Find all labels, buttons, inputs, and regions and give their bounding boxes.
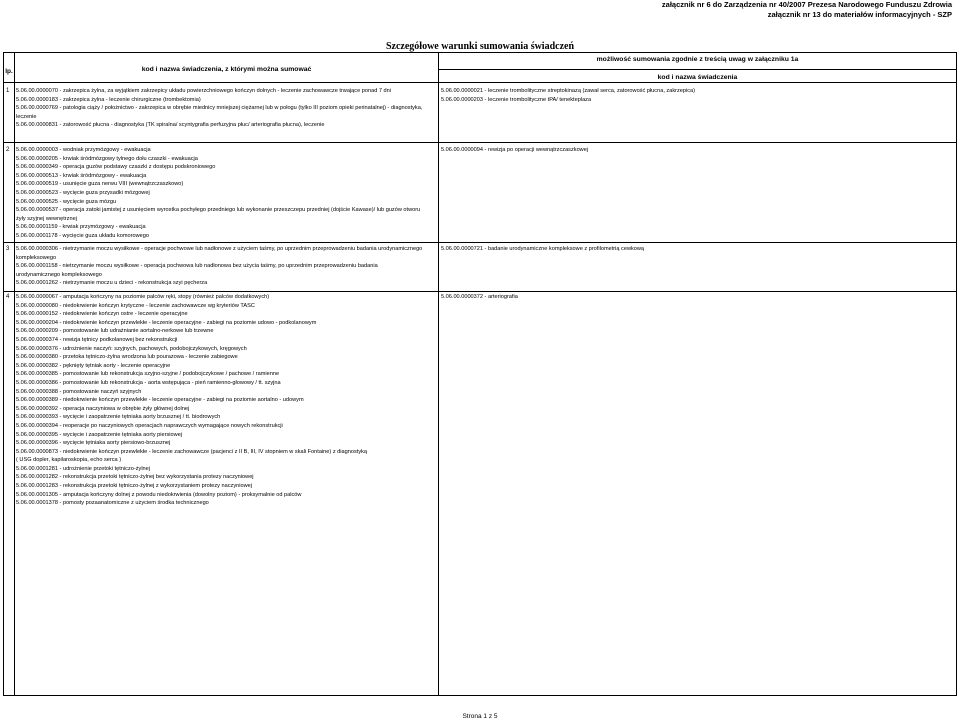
left-line: 5.06.00.0001178 - wycięcie guza układu komorowego xyxy=(16,232,149,239)
left-line: 5.06.00.0000513 - krwiak śródmózgowy - ewakuacja xyxy=(16,172,147,179)
left-line: 5.06.00.0000080 - niedokrwienie kończyn krytyczne - leczenie zachowawcze wg kryteriów TASC xyxy=(16,302,255,309)
row-right-cell xyxy=(441,87,956,104)
left-line: 5.06.00.0001159 - krwiak przymózgowy - ewakuacja xyxy=(16,224,146,231)
left-line: 5.06.00.0001262 - nietrzymanie moczu u dzieci - rekonstrukcja szyi pęcherza xyxy=(16,280,208,287)
left-line: 5.06.00.0000003 - wodniak przymózgowy - ewakuacja xyxy=(16,147,151,153)
left-line: 5.06.00.0000537 - operacja zatoki jamistej z usunięciem wyrostka pochyłego przedniego lub wykonanie przeszczepu przedniej (dojście Kawase)/ lub guzów otworu xyxy=(16,207,421,214)
left-line: 5.06.00.0000070 - zakrzepica żylna, za wyjątkiem zakrzepicy układu powierzchniowego kończyn dolnych - leczenie zachowawcze trwające ponad 7 dni xyxy=(16,88,391,94)
left-line: 5.06.00.0000209 - pomostowanie lub udrażnianie aortalno-nerkowe lub trzewne xyxy=(16,328,214,335)
summation-table xyxy=(3,52,957,696)
left-line: 5.06.00.0000386 - pomostowanie lub rekonstrukcja - aorta wstępująca - pień ramienno-głowowy / tt. szyjna xyxy=(16,379,281,386)
row-divider xyxy=(4,291,956,292)
row-divider xyxy=(4,242,956,243)
left-line: 5.06.00.0000067 - amputacja kończyny na poziomie palców ręki, stopy (również palców dodatkowych) xyxy=(16,294,270,300)
left-line: 5.06.00.0000525 - wycięcie guza mózgu xyxy=(16,198,117,205)
left-line: 5.06.00.0000393 - wycięcie i zaopatrzenie tętniaka aorty brzusznej / tt. biodrowych xyxy=(16,414,221,421)
left-line: 5.06.00.0000523 - wycięcie guza przysadki mózgowej xyxy=(16,189,150,196)
row-number: 3 xyxy=(6,246,10,252)
left-line: urodynamicznego kompleksowego xyxy=(16,271,102,278)
row-right-cell xyxy=(441,245,956,254)
left-line: 5.06.00.0000519 - usunięcie guza nerwu VIII (wewnątrzczaszkowo) xyxy=(16,181,184,188)
left-line: 5.06.00.0001158 - nietrzymanie moczu wysiłkowe - operacja pochwowa lub nadłonowa bez użycia taśmy, po uprzednim przeprowadzeniu badania xyxy=(16,263,378,270)
left-line: 5.06.00.0000380 - przetoka tętniczo-żylna wrodzona lub pourazowa - leczenie zabiegowe xyxy=(16,354,238,361)
row-number: 1 xyxy=(6,88,10,94)
left-line: ( USG dopler, kapilaroskopia, echo serca ) xyxy=(16,457,122,464)
header-bottom-line xyxy=(4,82,956,83)
row-left-cell xyxy=(16,245,456,288)
header-lp: lp. xyxy=(5,68,13,75)
row-right-cell xyxy=(441,293,956,302)
left-line: 5.06.00.0000769 - patologia ciąży / położnictwo - zakrzepica w obrębie miednicy mniejszej ciężarnej lub w połogu (tylko III poziom opieki perinatalnej) - diagnostyka, xyxy=(16,105,423,112)
left-line: 5.06.00.0001281 - udrożnienie przetoki tętniczo-żylnej xyxy=(16,465,151,472)
row-divider xyxy=(4,142,956,143)
left-line: 5.06.00.0001378 - pomosty pozaanatomiczne z użyciem środka technicznego xyxy=(16,500,209,507)
left-line: 5.06.00.0000374 - rewizja tętnicy podkolanowej bez rekonstrukcji xyxy=(16,336,178,343)
row-left-cell xyxy=(16,87,456,130)
left-line: 5.06.00.0001305 - amputacja kończyny dolnej z powodu niedokrwienia (dowolny poziom) - proksymalnie od palców xyxy=(16,491,302,498)
left-line: leczenie xyxy=(16,113,37,120)
left-line: 5.06.00.0000205 - krwiak śródmózgowy tylnego dołu czaszki - ewakuacja xyxy=(16,155,198,162)
document-title: Szczegółowe warunki sumowania świadczeń xyxy=(385,41,575,52)
left-line: 5.06.00.0000392 - operacja naczyniowa w obrębie żyły głównej dolnej xyxy=(16,405,190,412)
left-line: 5.06.00.0000183 - zakrzepica żylna - leczenie chirurgiczne (trombektomia) xyxy=(16,96,201,103)
left-line: 5.06.00.0000396 - wycięcie tętniaka aorty piersiowo-brzusznej xyxy=(16,440,171,447)
left-line: 5.06.00.0000382 - pęknięty tętniak aorty - leczenie operacyjne xyxy=(16,362,171,369)
right-line: 5.06.00.0000372 - arteriografia xyxy=(441,294,518,300)
left-line: 5.06.00.0000152 - niedokrwienie kończyn ostre - leczenie operacyjne xyxy=(16,311,188,318)
right-line: 5.06.00.0000094 - rewizja po operacji wewnątrzczaszkowej xyxy=(441,147,589,153)
left-line: 5.06.00.0000389 - niedokrwienie kończyn przewlekłe - leczenie operacyjne - zabiegi na poziomie aortalno - udowym xyxy=(16,397,304,404)
row-left-cell xyxy=(16,293,456,508)
header-kod-nazwa: kod i nazwa świadczenia xyxy=(657,74,738,81)
header-line-2: załącznik nr 13 do materiałów informacyjnych - SZP xyxy=(767,10,952,19)
left-line: 5.06.00.0001282 - rekonstrukcja przetoki tętniczo-żylnej bez wykorzystania protezy naczyniowej xyxy=(16,474,254,481)
right-line: 5.06.00.0000203 - leczenie trombolityczne tPA/ tenekteplaza xyxy=(441,96,592,103)
left-line: 5.06.00.0001283 - rekonstrukcja przetoki tętniczo-żylnej z wykorzystaniem protezy naczyniowej xyxy=(16,483,252,490)
left-line: 5.06.00.0000388 - pomostowanie naczyń szyjnych xyxy=(16,388,142,395)
column-divider-lp xyxy=(14,53,15,695)
row-left-cell xyxy=(16,146,456,241)
right-line: 5.06.00.0000721 - badanie urodynamiczne kompleksowe z profilometrią cewkową xyxy=(441,246,645,252)
row-number: 2 xyxy=(6,147,10,153)
left-line: 5.06.00.0000831 - zatorowość płucna - diagnostyka (TK spiralna/ scyntygrafia perfuzyjna płuc/ arteriografia płucna), leczenie xyxy=(16,122,325,129)
right-line: 5.06.00.0000021 - leczenie trombolityczne streptokinazą (zawał serca, zatorowość płucna, zakrzepica) xyxy=(441,88,696,94)
left-line: 5.06.00.0000873 - niedokrwienie kończyn przewlekłe - leczenie zachowawcze (pacjenci z II B, III, IV stopniem w skali Fontaine) z diagnostyką xyxy=(16,448,368,455)
left-line: 5.06.00.0000306 - nietrzymanie moczu wysiłkowe - operacje pochwowe lub nadłonowe z użyciem taśmy, po uprzednim przeprowadzeniu badania urodynamicznego xyxy=(16,246,423,252)
left-line: 5.06.00.0000394 - reoperacje po naczyniowych operacjach naprawczych wymagające nowych rekonstrukcji xyxy=(16,422,283,429)
header-mozliwosc: możliwość sumowania zgodnie z treścią uwag w załączniku 1a xyxy=(596,56,799,63)
left-line: żyły szyjnej wewnętrznej xyxy=(16,215,77,222)
row-number: 4 xyxy=(6,294,10,300)
header-line-1: załącznik nr 6 do Zarządzenia nr 40/2007 Prezesa Narodowego Funduszu Zdrowia xyxy=(661,0,952,9)
header-split-line xyxy=(439,69,956,70)
page-footer: Strona 1 z 5 xyxy=(462,713,498,720)
left-line: 5.06.00.0000204 - niedokrwienie kończyn przewlekłe - leczenie operacyjne - zabiegi na poziomie udowo - podkolanowym xyxy=(16,319,317,326)
left-line: 5.06.00.0000395 - wycięcie i zaopatrzenie tętniaka aorty piersiowej xyxy=(16,431,183,438)
left-line: 5.06.00.0000376 - udrożnienie naczyń: szyjnych, pachowych, podobojczykowych, kręgowych xyxy=(16,345,247,352)
row-right-cell xyxy=(441,146,956,155)
page-header xyxy=(662,0,952,20)
header-kod-sumowania: kod i nazwa świadczenia, z którymi można sumować xyxy=(141,66,312,73)
left-line: 5.06.00.0000385 - pomostowanie lub rekonstrukcja szyjno-szyjne / podobojczykowe / pachowe / ramienne xyxy=(16,371,280,378)
left-line: kompleksowego xyxy=(16,254,57,261)
left-line: 5.06.00.0000349 - operacja guzów podstawy czaszki z dostępu podskroniowego xyxy=(16,164,216,171)
